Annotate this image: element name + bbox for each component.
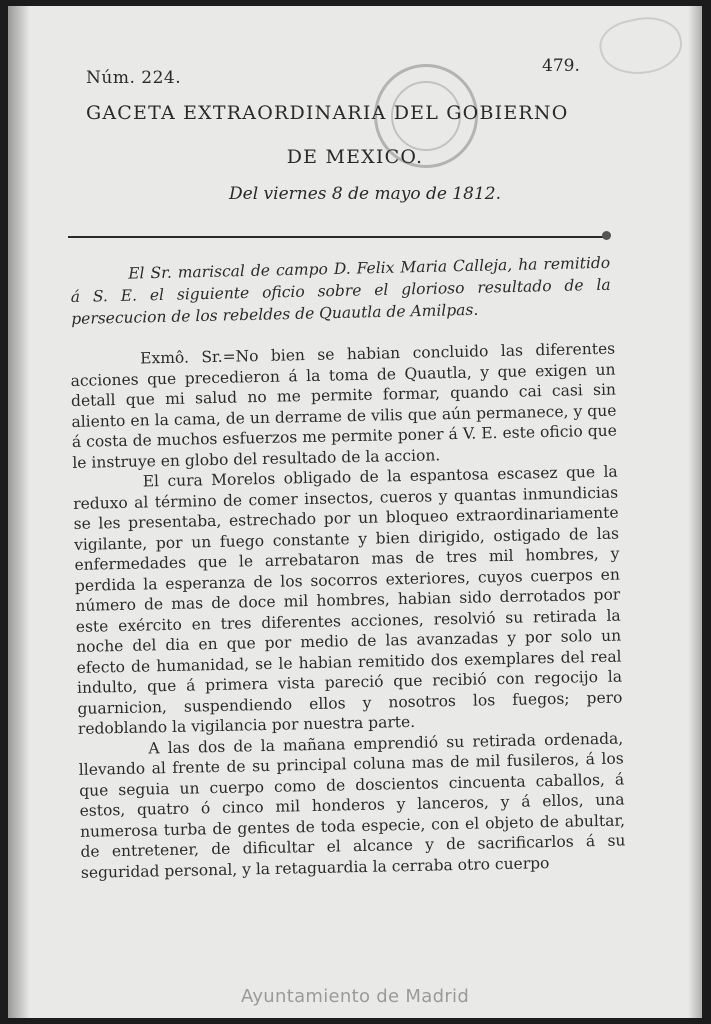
masthead-title-line2: DE MEXICO. <box>286 146 424 168</box>
newspaper-page <box>8 6 702 1018</box>
article-paragraph: El cura Morelos obligado de la espantosa escasez que la reduxo al término de comer insectos, cueros y quantas inmundicias se les presentaba, estrechado por un bloqueo extraordinariamente vigilante, por un fuego constante y bien dirigido, ostigado de las enfermedades que le arrebataron mas de tres mil hombres, y perdida la esperanza de los socorros exteriores, cuyos cuerpos en número de mas de doce mil hombres, habian sido derrotados por este exército en tres diferentes acciones, resolvió su retirada la noche del dia en que por medio de las avanzadas y por solo un efecto de humanidad, se le habian remitido dos exemplares del real indulto, que á primera vista pareció que recibió con regocijo la guarnicion, suspendiendo ellos y nosotros los fuegos; pero redoblando la vigilancia por nuestra parte. <box>73 462 623 738</box>
article-paragraph: Exmô. Sr.=No bien se habian concluido las diferentes acciones que precedieron á la toma de Quautla, y que exigen un detall que mi salud no me permite formar, quando cai casi sin aliento en la cama, de un derrame de vilis que aún permanece, y que á costa de muchos esfuerzos me permite poner á V. E. este oficio que le instruye en globo del resultado de la accion. <box>70 339 617 472</box>
divider-end-dot <box>602 231 611 240</box>
page-number: 479. <box>542 56 580 76</box>
issue-dateline: Del viernes 8 de mayo de 1812. <box>229 184 501 204</box>
article-paragraph: A las dos de la mañana emprendió su retirada ordenada, llevando al frente de su principal coluna mas de mil fusileros, á los que seguia un cuerpo como de doscientos cincuenta caballos, á estos, quatro ó cinco mil honderos y lanceros, y á ellos, una numerosa turba de gentes de toda especie, con el objeto de abultar, de entretener, de dificultar el alcance y de sacrificarlos á su seguridad personal, y la retaguardia la cerraba otro cuerpo <box>78 729 626 882</box>
masthead-title-line1: GACETA EXTRAORDINARIA DEL GOBIERNO <box>86 102 569 124</box>
article-body <box>70 339 626 883</box>
issue-number: Núm. 224. <box>86 68 182 88</box>
article-lead: El Sr. mariscal de campo D. Felix Maria Calleja, ha remitido á S. E. el siguiente oficio sobre el glorioso resultado de la persecucion de los rebeldes de Quautla de Amilpas. <box>70 253 611 328</box>
corner-library-stamp <box>595 10 687 82</box>
header-divider-rule <box>68 236 608 238</box>
watermark-text: Ayuntamiento de Madrid <box>240 986 470 1007</box>
